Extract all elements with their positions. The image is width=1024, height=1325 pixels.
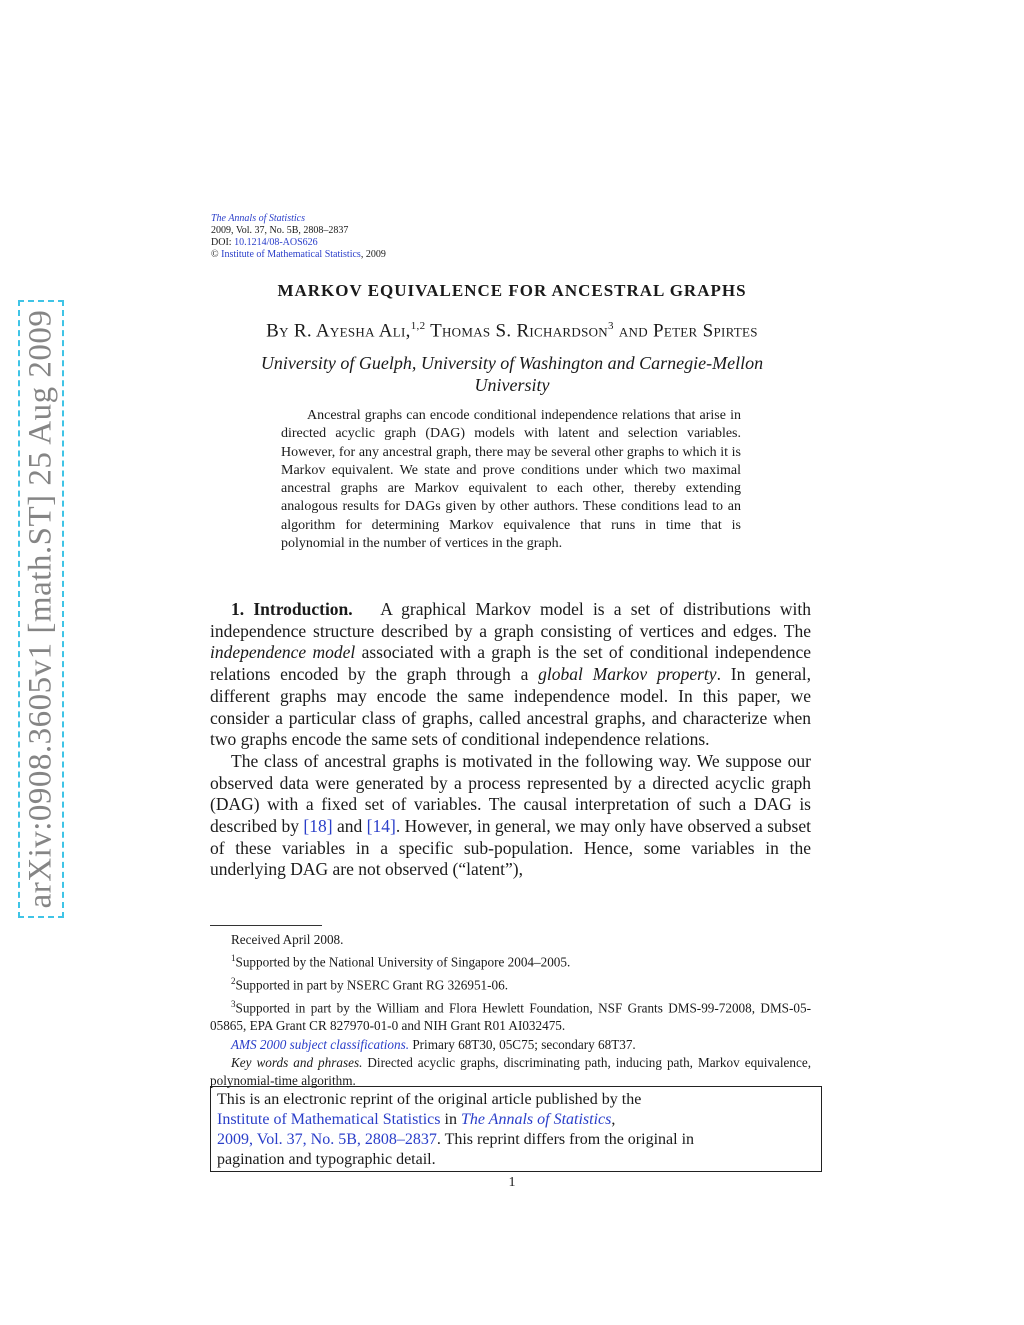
- term-independence-model: independence model: [210, 642, 356, 663]
- citation-18-link[interactable]: [18]: [303, 816, 333, 837]
- intro-text: associated with a graph is the set of conditional independence relations encoded by the graph through a: [210, 642, 812, 685]
- abstract: Ancestral graphs can encode conditional independence relations that arise in directed acyclic graph (DAG) models with latent and selection variables. However, for any ancestral graph, there may be several other graphs to which it is Markov equivalent. We state and prove conditions under which two maximal ancestral graphs are Markov equivalent to each other, thereby extending analogous results for DAGs given by other authors. These conditions lead to an algorithm for determining Markov equivalence that runs in time that is polynomial in the number of vertices in the graph.: [281, 408, 741, 552]
- keywords-text: Directed acyclic graphs, discriminating path, inducing path, Markov equivalence, polynomial-time algorithm.: [210, 1054, 811, 1089]
- ams-classification: [210, 1036, 811, 1054]
- footnote-3: [210, 995, 811, 1036]
- ams-codes: Primary 68T30, 05C75; secondary 68T37.: [409, 1036, 636, 1052]
- reprint-journal-link[interactable]: The Annals of Statistics: [460, 1111, 612, 1128]
- doi-label: DOI:: [211, 237, 232, 248]
- arxiv-stamp-box: [18, 300, 64, 918]
- journal-issue: 2009, Vol. 37, No. 5B, 2808–2837: [211, 225, 349, 236]
- footnote-1-text: Supported by the National University of Singapore 2004–2005.: [235, 954, 571, 970]
- intro-text: A graphical Markov model is a set of distributions with independence structure described by a graph consisting of vertices and edges. The: [210, 599, 811, 641]
- intro-text: . However, in general, we may only have observed a subset of these variables in a specific sub-population. Hence, some variables in the underlying DAG are not observed (“latent”),: [210, 816, 811, 880]
- author-line: [0, 320, 1024, 342]
- footnote-2-mark: 2: [231, 975, 236, 986]
- paper-title: MARKOV EQUIVALENCE FOR ANCESTRAL GRAPHS: [277, 281, 747, 300]
- footnote-2: [210, 972, 811, 995]
- reprint-notice-box: [210, 1086, 822, 1172]
- intro-text: and: [332, 816, 367, 837]
- author-2-footnote-mark: 3: [607, 320, 614, 332]
- footnote-2-text: Supported in part by NSERC Grant RG 326951-06.: [235, 977, 509, 993]
- footnote-divider: [210, 925, 322, 926]
- footnote-3-text: Supported in part by the William and Flora Hewlett Foundation, NSF Grants DMS-99-72008, DMS-05-05865, EPA Grant CR 827970-01-0 and NIH Grant R01 AI032475.: [210, 1000, 811, 1034]
- reprint-text: in: [440, 1111, 461, 1128]
- journal-header: [211, 213, 386, 261]
- ams-classification-link[interactable]: AMS 2000 subject classifications.: [231, 1036, 410, 1052]
- copyright-year: , 2009: [360, 249, 386, 260]
- doi-link[interactable]: 10.1214/08-AOS626: [234, 237, 318, 248]
- intro-paragraph-1: [210, 599, 811, 751]
- footnote-1: [210, 949, 811, 972]
- arxiv-stamp: arXiv:0908.3605v1 [math.ST] 25 Aug 2009: [22, 309, 59, 909]
- reprint-line-4: pagination and typographic detail.: [217, 1151, 436, 1168]
- author-1-footnote-mark: 1,2: [410, 320, 426, 332]
- journal-name-link[interactable]: The Annals of Statistics: [211, 213, 305, 224]
- footnote-1-mark: 1: [231, 953, 236, 964]
- page-number: 1: [508, 1175, 516, 1190]
- reprint-issue-link[interactable]: 2009, Vol. 37, No. 5B, 2808–2837: [217, 1131, 437, 1148]
- footnotes: [210, 931, 811, 1091]
- term-global-markov-property: global Markov property: [538, 664, 717, 685]
- affiliation: University of Guelph, University of Washington and Carnegie-Mellon University: [260, 353, 764, 395]
- footnote-3-mark: 3: [231, 998, 236, 1009]
- intro-paragraph-2: [210, 751, 811, 881]
- reprint-text: . This reprint differs from the original in: [436, 1131, 695, 1148]
- keywords-label: Key words and phrases.: [231, 1054, 363, 1070]
- introduction-section: [210, 599, 811, 881]
- section-heading: 1. Introduction.: [231, 599, 353, 619]
- copyright-icon: ©: [211, 249, 219, 260]
- citation-14-link[interactable]: [14]: [366, 816, 396, 837]
- institute-link[interactable]: Institute of Mathematical Statistics: [221, 249, 361, 260]
- author-3: and Peter Spirtes: [613, 320, 758, 342]
- reprint-text: ,: [611, 1111, 616, 1128]
- reprint-institute-link[interactable]: Institute of Mathematical Statistics: [217, 1111, 441, 1128]
- author-2: Thomas S. Richardson: [425, 320, 608, 342]
- author-1: By R. Ayesha Ali,: [266, 320, 411, 342]
- reprint-line-1: This is an electronic reprint of the original article published by the: [217, 1091, 642, 1108]
- received-date: Received April 2008.: [231, 932, 344, 947]
- intro-text: The class of ancestral graphs is motivated in the following way. We suppose our observed data were generated by a process represented by a directed acyclic graph (DAG) with a fixed set of variables. The causal interpretation of such a DAG is described by: [210, 750, 811, 837]
- intro-text: . In general, different graphs may encode the same independence model. In this paper, we consider a particular class of graphs, called ancestral graphs, and characterize when two graphs encode the same sets of conditional independence relations.: [210, 664, 812, 750]
